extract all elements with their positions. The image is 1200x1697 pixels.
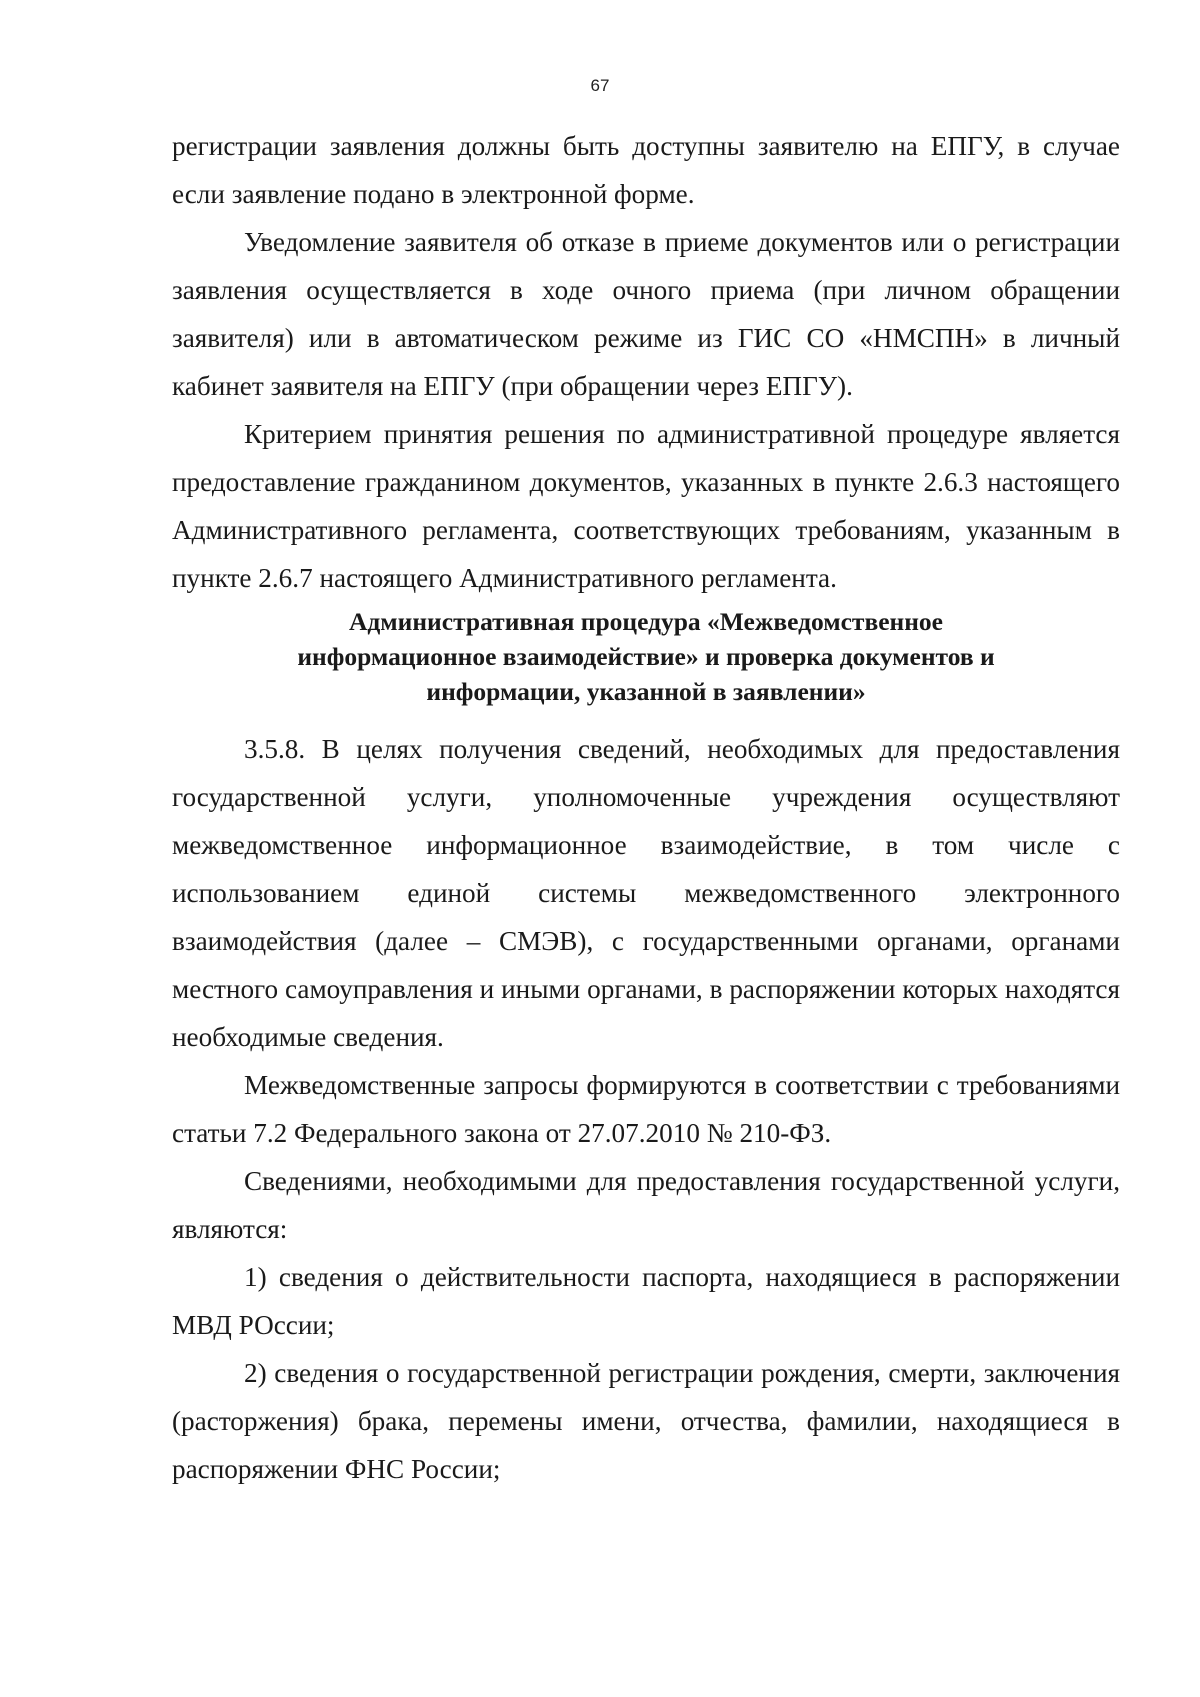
paragraph-3-5-8: 3.5.8. В целях получения сведений, необходимых для предоставления государственной услуги, уполномоченные учреждения осуществляют межведомственное информационное взаимодействие, в том числе с использованием единой системы межведомственного электронного взаимодействия (далее – СМЭВ), с государственными органами, органами местного самоуправления и иными органами, в распоряжении которых находятся необходимые сведения. xyxy=(172,734,1120,1052)
paragraph-notification: Уведомление заявителя об отказе в приеме документов или о регистрации заявления осуществляется в ходе очного приема (при личном обращении заявителя) или в автоматическом режиме из ГИС СО «НМСПН» в личный кабинет заявителя на ЕПГУ (при обращении через ЕПГУ). xyxy=(172,227,1120,401)
section-heading-line: Административная процедура «Межведомственное xyxy=(348,607,943,636)
paragraph-requests: Межведомственные запросы формируются в соответствии с требованиями статьи 7.2 Федерального закона от 27.07.2010 № 210-ФЗ. xyxy=(172,1070,1120,1148)
list-item-1: 1) сведения о действительности паспорта, находящиеся в распоряжении МВД РОссии; xyxy=(172,1262,1120,1340)
list-item-2: 2) сведения о государственной регистрации рождения, смерти, заключения (расторжения) брака, перемены имени, отчества, фамилии, находящиеся в распоряжении ФНС России; xyxy=(172,1358,1120,1484)
section-heading-line: информационное взаимодействие» и проверка документов и xyxy=(297,642,995,671)
section-heading xyxy=(172,604,1120,709)
document-body xyxy=(172,122,1120,1493)
page-number: 67 xyxy=(590,76,610,95)
paragraph-required-info: Сведениями, необходимыми для предоставления государственной услуги, являются: xyxy=(172,1166,1120,1244)
paragraph-criterion: Критерием принятия решения по административной процедуре является предоставление гражданином документов, указанных в пункте 2.6.3 настоящего Административного регламента, соответствующих требованиям, указанным в пункте 2.6.7 настоящего Административного регламента. xyxy=(172,419,1120,593)
section-heading-line: информации, указанной в заявлении» xyxy=(426,677,866,706)
paragraph-continuation: регистрации заявления должны быть доступны заявителю на ЕПГУ, в случае если заявление подано в электронной форме. xyxy=(172,131,1120,209)
